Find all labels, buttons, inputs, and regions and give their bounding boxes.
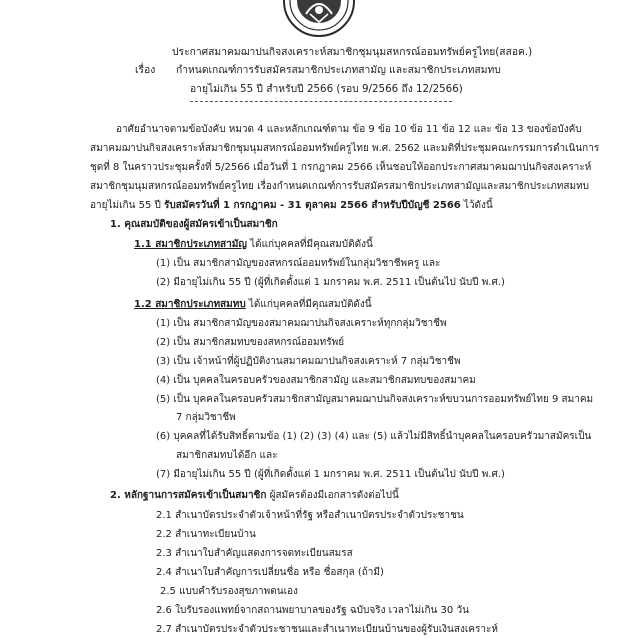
- section-2-desc: ผู้สมัครต้องมีเอกสารดังต่อไปนี้: [266, 490, 399, 501]
- list-item: (1) เป็น สมาชิกสามัญของสหกรณ์ออมทรัพย์ในกลุ่มวิชาชีพครู และ: [156, 258, 441, 269]
- section-2-heading: [110, 488, 399, 503]
- list-item: (6) บุคคลที่ได้รับสิทธิ์ตามข้อ (1) (2) (3) (4) และ (5) แล้วไม่มีสิทธิ์นำบุคคลในครอบครัวมาสมัครเป็น: [156, 431, 592, 442]
- list-item: (7) มีอายุไม่เกิน 55 ปี (ผู้ที่เกิดตั้งแต่ 1 มกราคม พ.ศ. 2511 เป็นต้นไป นับปี พ.ศ.): [156, 469, 505, 480]
- association-seal-icon: [282, 0, 356, 38]
- subsection-1-2-desc: ได้แก่บุคคลที่มีคุณสมบัติดังนี้: [245, 299, 372, 310]
- section-1-heading: 1. คุณสมบัติของผู้สมัครเข้าเป็นสมาชิก: [110, 219, 278, 230]
- list-item: 2.2 สำเนาทะเบียนบ้าน: [156, 529, 256, 540]
- header-divider: [190, 101, 452, 102]
- subject-line-1: กำหนดเกณฑ์การรับสมัครสมาชิกประเภทสามัญ และสมาชิกประเภทสมทบ: [176, 64, 501, 76]
- intro-line-5-end: ไว้ดังนี้: [460, 200, 493, 211]
- list-item: 2.1 สำเนาบัตรประจำตัวเจ้าหน้าที่รัฐ หรือสำเนาบัตรประจำตัวประชาชน: [156, 510, 464, 521]
- list-item-continuation: 7 กลุ่มวิชาชีพ: [176, 412, 236, 423]
- subject-line-2: อายุไม่เกิน 55 ปี สำหรับปี 2566 (รอบ 9/2566 ถึง 12/2566): [190, 83, 463, 95]
- list-item: 2.4 สำเนาใบสำคัญการเปลี่ยนชื่อ หรือ ชื่อสกุล (ถ้ามี): [156, 567, 384, 578]
- section-2-title: 2. หลักฐานการสมัครเข้าเป็นสมาชิก: [110, 490, 267, 501]
- intro-line-3: ชุดที่ 8 ในคราวประชุมครั้งที่ 5/2566 เมื่อวันที่ 1 กรกฎาคม 2566 เห็นชอบให้ออกประกาศสมาคมฌาปนกิจสงเคราะห์: [90, 162, 592, 173]
- list-item: (2) เป็น สมาชิกสมทบของสหกรณ์ออมทรัพย์: [156, 337, 345, 348]
- subsection-1-2-title: 1.2 สมาชิกประเภทสมทบ: [134, 299, 246, 310]
- list-item-continuation: สมาชิกสมทบได้อีก และ: [176, 450, 278, 461]
- intro-line-2: สมาคมฌาปนกิจสงเคราะห์สมาชิกชุมนุมสหกรณ์ออมทรัพย์ครูไทย พ.ศ. 2562 และมติที่ประชุมคณะกรรมการดำเนินการ: [90, 143, 600, 154]
- list-item: (5) เป็น บุคคลในครอบครัวสมาชิกสามัญสมาคมฌาปนกิจสงเคราะห์ขบวนการออมทรัพย์ไทย 9 สมาคม: [156, 394, 594, 405]
- list-item: 2.5 แบบคำรับรองสุขภาพตนเอง: [160, 586, 298, 597]
- list-item: (2) มีอายุไม่เกิน 55 ปี (ผู้ที่เกิดตั้งแต่ 1 มกราคม พ.ศ. 2511 เป็นต้นไป นับปี พ.ศ.): [156, 277, 505, 288]
- subsection-1-1: [134, 237, 373, 252]
- intro-registration-period: รับสมัครวันที่ 1 กรกฎาคม - 31 ตุลาคม 2566 สำหรับปีบัญชี 2566: [164, 200, 461, 211]
- intro-line-1: อาศัยอำนาจตามข้อบังคับ หมวด 4 และหลักเกณฑ์ตาม ข้อ 9 ข้อ 10 ข้อ 11 ข้อ 12 และ ข้อ 13 ของข้อบังคับ: [116, 124, 582, 135]
- subsection-1-1-title: 1.1 สมาชิกประเภทสามัญ: [134, 239, 247, 250]
- subsection-1-1-desc: ได้แก่บุคคลที่มีคุณสมบัติดังนี้: [246, 239, 373, 250]
- intro-line-4: สมาชิกชุมนุมสหกรณ์ออมทรัพย์ครูไทย เรื่องกำหนดเกณฑ์การรับสมัครสมาชิกประเภทสามัญและสมาชิกประเภทสมทบ: [90, 181, 590, 192]
- list-item: (1) เป็น สมาชิกสามัญของสมาคมฌาปนกิจสงเคราะห์ทุกกลุ่มวิชาชีพ: [156, 318, 447, 329]
- intro-line-5-start: อายุไม่เกิน 55 ปี: [90, 200, 165, 211]
- list-item: 2.6 ใบรับรองแพทย์จากสถานพยาบาลของรัฐ ฉบับจริง เวลาไม่เกิน 30 วัน: [156, 605, 469, 616]
- list-item: (3) เป็น เจ้าหน้าที่ผู้ปฏิบัติงานสมาคมฌาปนกิจสงเคราะห์ 7 กลุ่มวิชาชีพ: [156, 356, 461, 367]
- list-item: (4) เป็น บุคคลในครอบครัวของสมาชิกสามัญ และสมาชิกสมทบของสมาคม: [156, 375, 476, 386]
- list-item: 2.7 สำเนาบัตรประจำตัวประชาชนและสำเนาทะเบียนบ้านของผู้รับเงินสงเคราะห์: [156, 624, 498, 635]
- intro-line-5: [90, 198, 493, 213]
- announcement-title: ประกาศสมาคมฌาปนกิจสงเคราะห์สมาชิกชุมนุมสหกรณ์ออมทรัพย์ครูไทย(สสอค.): [172, 46, 533, 58]
- subject-label: เรื่อง: [135, 64, 156, 76]
- list-item: 2.3 สำเนาใบสำคัญแสดงการจดทะเบียนสมรส: [156, 548, 353, 559]
- subsection-1-2: [134, 297, 372, 312]
